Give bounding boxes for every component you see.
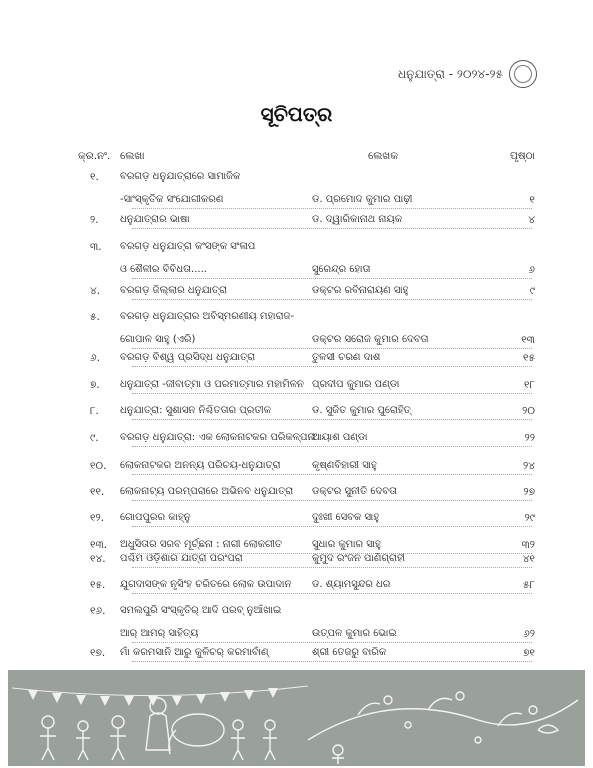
toc-author: ଦୁଃଖୀ ସେବକ ସାହୁ — [312, 512, 380, 523]
toc-title: ସମଲପୁରି ସଂସ୍କୃତିର୍ ଆଦି ପରବ୍ ନୁଆଁଖାଇ — [120, 605, 282, 616]
toc-title: ଲୋକନାଟକର ଅନନ୍ୟ ପରିଚୟ-ଧନୁଯାତ୍ରା — [120, 460, 281, 471]
toc-author: କୃଷ୍ଣବିହାରୀ ସାହୁ — [312, 460, 377, 471]
toc-page: ୬ — [528, 264, 535, 276]
toc-author: ଉତ୍ପଳ କୁମାର ଭୋଇ — [312, 628, 397, 639]
toc-number: ୧୦. — [90, 460, 107, 472]
toc-title: ବରଗଡ଼ ଧନୁଯାତ୍ରା: ଏକ ଲୋକନାଟକର ପରିକଳ୍ପନା — [120, 432, 316, 443]
toc-author: ସୁଧାର କୁମାର ସାହୁ — [312, 539, 381, 550]
toc-title: ଧନୁଯାତ୍ରା: ସୁଶାସନ ନିଶ୍ଚିତତାର ପ୍ରତୀକ — [120, 405, 272, 416]
toc-separator — [132, 567, 532, 568]
toc-page: ୨୦ — [522, 405, 535, 417]
footer-illustration — [8, 670, 585, 766]
toc-number: ୧୧. — [90, 486, 105, 498]
toc-number: ୭. — [90, 379, 100, 391]
toc-page: ୨୯ — [524, 512, 535, 524]
toc-page: ୧୩ — [521, 334, 535, 346]
toc-number: ୧୭. — [90, 647, 106, 659]
toc-separator — [132, 419, 532, 420]
toc-author: ଡକ୍ଟର ରବିନାରାୟଣ ସାହୁ — [312, 285, 409, 296]
toc-separator — [132, 474, 532, 475]
toc-separator — [132, 299, 532, 300]
toc-author: ଡ. ପ୍ରମୋଦ କୁମାର ପାଢ଼ୀ — [312, 194, 413, 205]
toc-author: କୁମୁଦ ରଂଜନ ପାଣିଗ୍ରାହୀ — [312, 553, 406, 564]
toc-number: ୫. — [90, 311, 100, 323]
toc-page: ୩୨ — [521, 539, 535, 551]
toc-page: ୪୧ — [522, 553, 535, 565]
toc-separator — [132, 500, 532, 501]
toc-number: ୧୬. — [90, 605, 106, 617]
toc-title: ଧନୁଯାତ୍ରା -ଜୀବାତ୍ମା ଓ ପରମାତ୍ମାର ମହାମିଳନ — [120, 379, 304, 390]
toc-number: ୩. — [90, 241, 102, 253]
toc-number: ୧୫. — [90, 579, 106, 591]
toc-title-line2: -ସାଂସ୍କୃତିକ ସଂଯୋଗୀକରଣ — [120, 194, 224, 205]
toc-separator — [132, 642, 532, 643]
toc-title: ଲୋକନାଟ୍ୟ ପରମ୍ପରାରେ ଅଭିନବ ଧନୁଯାତ୍ରା — [120, 486, 294, 497]
header-text: ଧନୁଯାତ୍ରା - ୨୦୨୪-୨୫ — [397, 66, 503, 81]
toc-separator — [132, 446, 532, 447]
toc-title: ପଶ୍ଚିମ ଓଡ଼ିଶାର ଯାତ୍ରା ପରଂପରା — [120, 553, 243, 564]
toc-number: ୧. — [90, 171, 99, 183]
toc-title: ଅଧୁସିତାର ସରବ ମୂର୍ଚ୍ଛନା : ନାଗୀ ଲୋକଗୀତ — [120, 539, 283, 550]
toc-author: ଡକ୍ଟର ସୁନୀତି ଦେବତା — [312, 486, 398, 497]
toc-page: ୨୭ — [523, 486, 535, 498]
toc-title-line2: ଗୋପାଳ ସାହୁ (ଏରି) — [120, 334, 196, 345]
toc-title: ବରଗଡ଼ ଧନୁଯାତ୍ରାରେ ସାମାଜିକ — [120, 171, 241, 182]
col-serial: କ୍ର.ନଂ. — [78, 150, 111, 162]
toc-separator — [132, 278, 532, 279]
toc-page: ୪ — [528, 214, 535, 226]
toc-title: ମାଁ କରମସାନି ଆରୁ କୁଳିଚର୍ କରମାବାଁଣ୍ — [120, 647, 269, 658]
toc-title: ବରଗଡ଼ ଜିଲ୍ଲାର ଧନୁଯାତ୍ରା — [120, 285, 228, 296]
toc-page: ୧୮ — [524, 379, 535, 391]
toc-author: ଶ୍ରୀ ତେଜରୁ ବାରିକ — [312, 647, 387, 658]
toc-page: ୯ — [529, 285, 535, 297]
toc-number: ୧୨. — [90, 512, 105, 524]
toc-title: ବରଗଡ଼ ବିଶ୍ୱ ପ୍ରସିଦ୍ଧ ଧନୁଯାତ୍ରା — [120, 352, 256, 363]
toc-separator — [132, 228, 532, 229]
toc-number: ୪. — [90, 285, 101, 297]
toc-author: ଆୟାଶ ପଣ୍ଡା — [312, 432, 368, 443]
toc-separator — [132, 366, 532, 367]
toc-number: ୬. — [90, 352, 100, 364]
toc-separator — [132, 593, 532, 594]
toc-author: ପ୍ରଦୀପ କୁମାର ପଣ୍ଡା — [312, 379, 400, 390]
toc-separator — [132, 208, 532, 209]
page-title: ସୂଚିପତ୍ର — [260, 102, 333, 126]
header — [398, 60, 537, 88]
toc-author: ତୁଳସୀ ଚରଣ ଦାଶ — [312, 352, 381, 363]
toc-number: ୨. — [90, 214, 99, 226]
toc-author: ଡ. ସୁଜିତ କୁମାର ପୁରୋହିତ୍ — [312, 405, 411, 416]
toc-title-line2: ଓ ଶୈଳୀର ବିବିଧତା..... — [120, 264, 207, 275]
toc-title: ବରଗଡ଼ ଧନୁଯାତ୍ରାର ଅବିସ୍ମରଣୀୟ ମହାରାଜ- — [120, 311, 295, 322]
toc-page: ୬୨ — [523, 628, 535, 640]
toc-separator — [132, 661, 532, 662]
toc-author: ଡକ୍ଟର ସରୋଜ କୁମାର ଦେବତା — [312, 334, 429, 345]
toc-page: ୭୧ — [523, 647, 535, 659]
toc-title: ଯୁଗଦାସଙ୍କ ନୃସିଂହ ଚରିତରେ ଲୋକ ଉପାଦାନ — [120, 579, 292, 590]
toc-separator — [132, 348, 532, 349]
toc-page: ୨୪ — [523, 460, 535, 472]
toc-author: ଡ. ଦ୍ୱାରିକାନାଥ ନାୟକ — [312, 214, 403, 225]
toc-title: ବରଗଡ଼ ଧନୁଯାତ୍ରା କଂସଙ୍କ ସଂଳାପ — [120, 241, 256, 252]
toc-title: ଧନୁଯାତ୍ରାର ଭାଷା — [120, 214, 190, 225]
toc-title: ଗୋପପୁରର କାହ୍ନୁ — [120, 512, 191, 523]
toc-number: ୮. — [90, 405, 99, 417]
toc-number: ୧୪. — [90, 553, 106, 565]
toc-number: ୧୩. — [90, 539, 108, 551]
toc-number: ୯. — [90, 432, 99, 444]
toc-separator — [132, 393, 532, 394]
toc-page: ୫୮ — [522, 579, 535, 591]
toc-page: ୨୨ — [524, 432, 535, 444]
toc-page: ୧ — [529, 194, 535, 206]
toc-author: ଡ. ଶ୍ୟାମସୁନ୍ଦର ଧର — [312, 579, 391, 590]
toc-author: ସୁରେନ୍ଦ୍ର ହୋତା — [312, 264, 371, 275]
col-page: ପୃଷ୍ଠା — [509, 150, 535, 162]
col-author: ଲେଖକ — [368, 150, 399, 162]
toc-title-line2: ଆର୍ ଆମର୍ ସାହିତ୍ୟ — [120, 628, 199, 639]
toc-page: ୧୫ — [522, 352, 535, 364]
emblem-icon — [509, 60, 537, 88]
toc-separator — [132, 526, 532, 527]
col-article: ଲେଖା — [120, 150, 145, 162]
